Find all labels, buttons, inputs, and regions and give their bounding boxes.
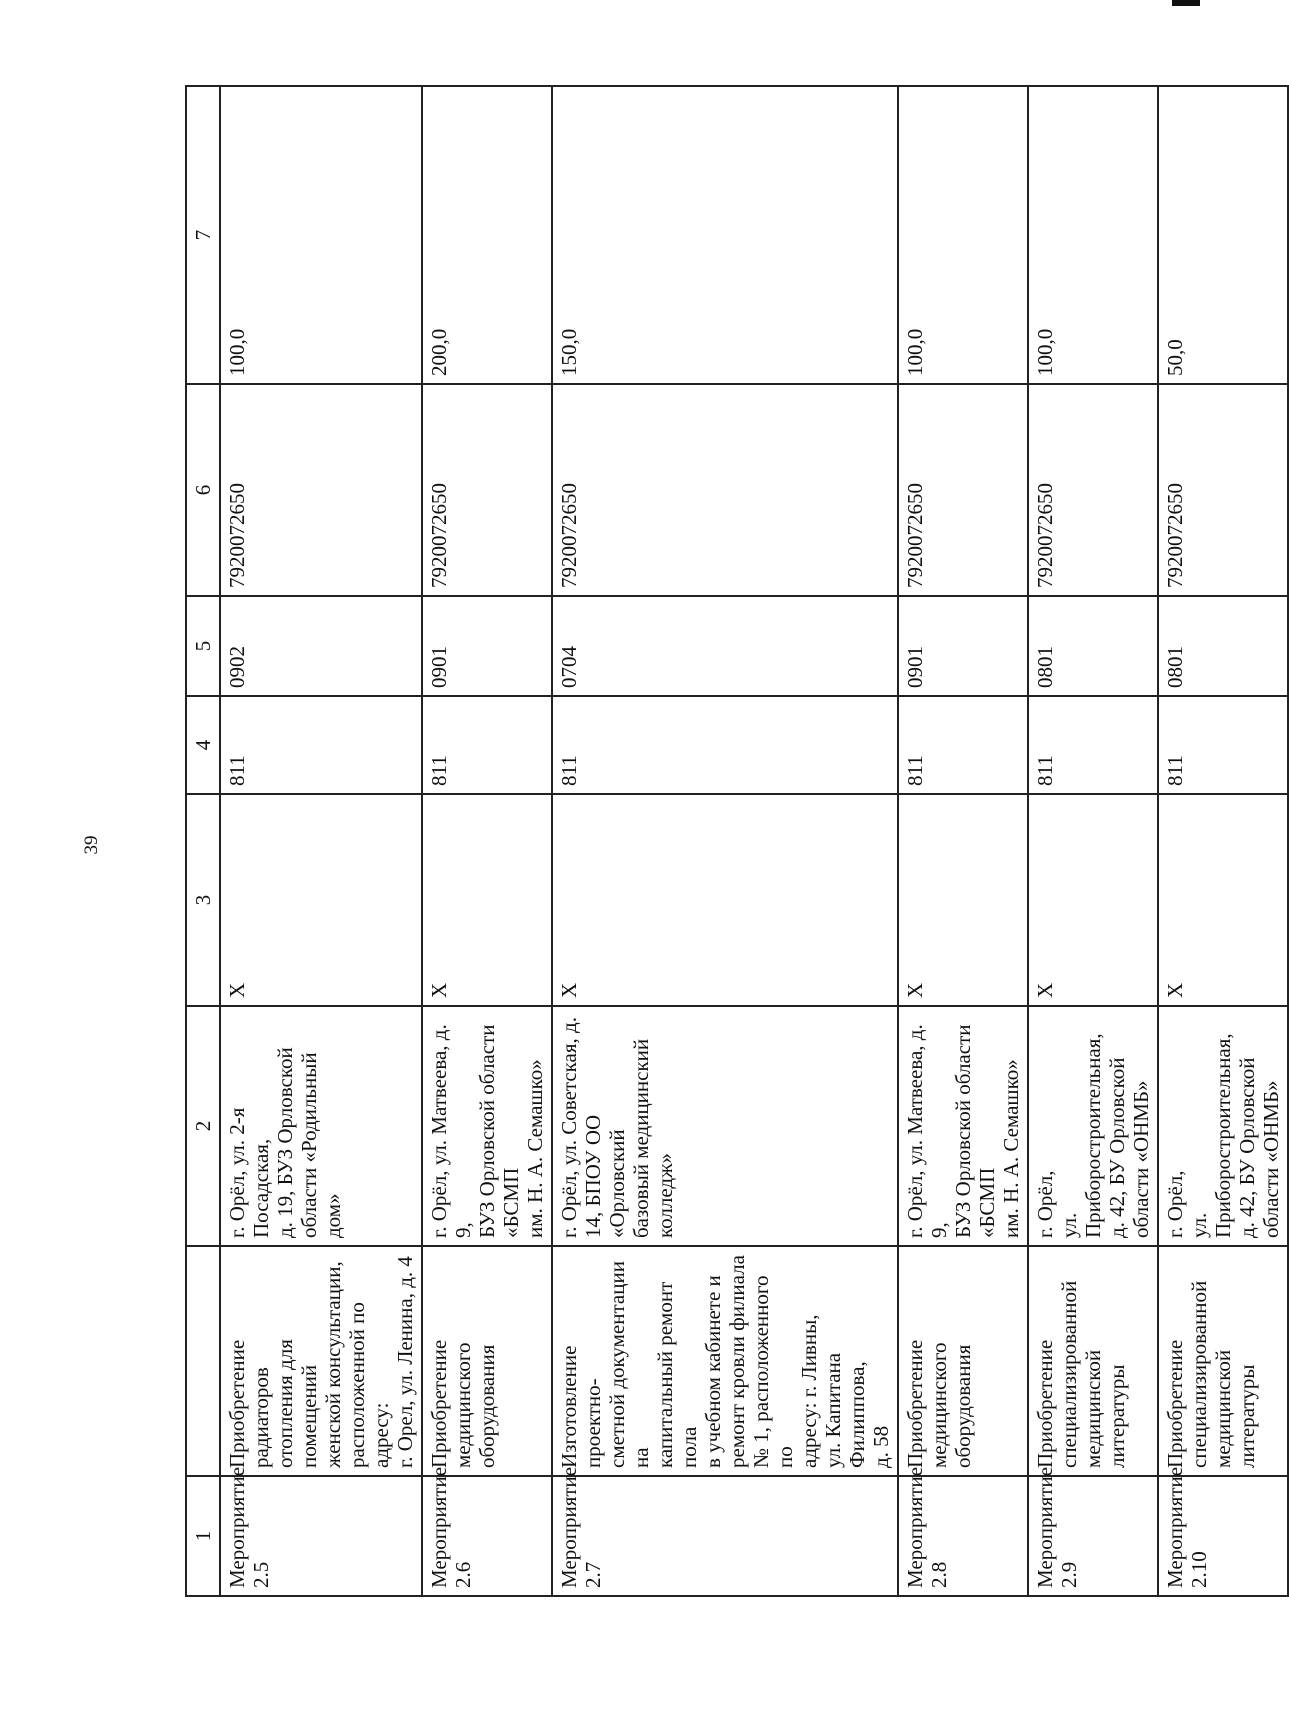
header-cell-2: 2 xyxy=(186,1006,220,1246)
col6-cell: 7920072650 xyxy=(220,384,422,596)
rotated-table-container xyxy=(185,87,1283,1597)
col5-cell: 0902 xyxy=(220,596,422,696)
description-cell: Приобретение радиаторов отопления для помещений женской консультации, расположенной по адресу: г. Орел, ул. Ленина, д. 4 xyxy=(220,1246,422,1476)
description-cell: Изготовление проектно- сметной документации на капитальный ремонт пола в учебном кабинете и ремонт кровли филиала № 1, расположенного по адресу: г. Ливны, ул. Капитана Филиппова, д. 58 xyxy=(552,1246,898,1476)
col6-cell: 7920072650 xyxy=(898,384,1028,596)
events-table xyxy=(185,85,1289,1597)
table-row xyxy=(552,86,898,1596)
table-row xyxy=(898,86,1028,1596)
col7-cell: 150,0 xyxy=(552,86,898,384)
col4-cell: 811 xyxy=(1158,696,1288,794)
address-cell: г. Орёл, ул. 2-я Посадская, д. 19, БУЗ Орловской области «Родильный дом» xyxy=(220,1006,422,1246)
header-cell-1: 1 xyxy=(186,1476,220,1596)
event-cell: Мероприятие 2.6 xyxy=(422,1476,552,1596)
col3-cell: Х xyxy=(220,794,422,1006)
col5-cell: 0704 xyxy=(552,596,898,696)
col3-cell: Х xyxy=(898,794,1028,1006)
header-cell-4: 4 xyxy=(186,696,220,794)
header-cell-7: 7 xyxy=(186,86,220,384)
event-cell: Мероприятие 2.7 xyxy=(552,1476,898,1596)
header-cell-6: 6 xyxy=(186,384,220,596)
col5-cell: 0801 xyxy=(1158,596,1288,696)
col7-cell: 100,0 xyxy=(1028,86,1158,384)
address-cell: г. Орёл, ул. Матвеева, д. 9, БУЗ Орловской области «БСМП им. Н. А. Семашко» xyxy=(422,1006,552,1246)
description-cell: Приобретение специализированной медицинской литературы xyxy=(1158,1246,1288,1476)
table-row xyxy=(1028,86,1158,1596)
col6-cell: 7920072650 xyxy=(1028,384,1158,596)
address-cell: г. Орёл, ул. Советская, д. 14, БПОУ ОО «Орловский базовый медицинский колледж» xyxy=(552,1006,898,1246)
col6-cell: 7920072650 xyxy=(1158,384,1288,596)
address-cell: г. Орёл, ул. Приборостроительная, д. 42, БУ Орловской области «ОНМБ» xyxy=(1158,1006,1288,1246)
col4-cell: 811 xyxy=(220,696,422,794)
col7-cell: 50,0 xyxy=(1158,86,1288,384)
header-cell-3: 3 xyxy=(186,794,220,1006)
event-cell: Мероприятие 2.5 xyxy=(220,1476,422,1596)
col3-cell: Х xyxy=(552,794,898,1006)
col4-cell: 811 xyxy=(552,696,898,794)
description-cell: Приобретение медицинского оборудования xyxy=(898,1246,1028,1476)
col3-cell: Х xyxy=(422,794,552,1006)
col5-cell: 0901 xyxy=(422,596,552,696)
description-cell: Приобретение медицинского оборудования xyxy=(422,1246,552,1476)
col7-cell: 100,0 xyxy=(898,86,1028,384)
event-cell: Мероприятие 2.9 xyxy=(1028,1476,1158,1596)
col4-cell: 811 xyxy=(898,696,1028,794)
col3-cell: Х xyxy=(1158,794,1288,1006)
rotated-table-wrapper xyxy=(185,87,1283,1597)
address-cell: г. Орёл, ул. Матвеева, д. 9, БУЗ Орловской области «БСМП им. Н. А. Семашко» xyxy=(898,1006,1028,1246)
col7-cell: 200,0 xyxy=(422,86,552,384)
table-row xyxy=(1158,86,1288,1596)
event-cell: Мероприятие 2.8 xyxy=(898,1476,1028,1596)
event-cell: Мероприятие 2.10 xyxy=(1158,1476,1288,1596)
col3-cell: Х xyxy=(1028,794,1158,1006)
col6-cell: 7920072650 xyxy=(422,384,552,596)
address-cell: г. Орёл, ул. Приборостроительная, д. 42, БУ Орловской области «ОНМБ» xyxy=(1028,1006,1158,1246)
description-cell: Приобретение специализированной медицинской литературы xyxy=(1028,1246,1158,1476)
col5-cell: 0901 xyxy=(898,596,1028,696)
header-cell-1b xyxy=(186,1246,220,1476)
header-cell-5: 5 xyxy=(186,596,220,696)
col4-cell: 811 xyxy=(1028,696,1158,794)
page-number: 39 xyxy=(81,835,102,855)
table-header-row xyxy=(186,86,220,1596)
col7-cell: 100,0 xyxy=(220,86,422,384)
col5-cell: 0801 xyxy=(1028,596,1158,696)
table-row xyxy=(220,86,422,1596)
col4-cell: 811 xyxy=(422,696,552,794)
col6-cell: 7920072650 xyxy=(552,384,898,596)
corner-mark xyxy=(1172,0,1200,6)
table-row xyxy=(422,86,552,1596)
